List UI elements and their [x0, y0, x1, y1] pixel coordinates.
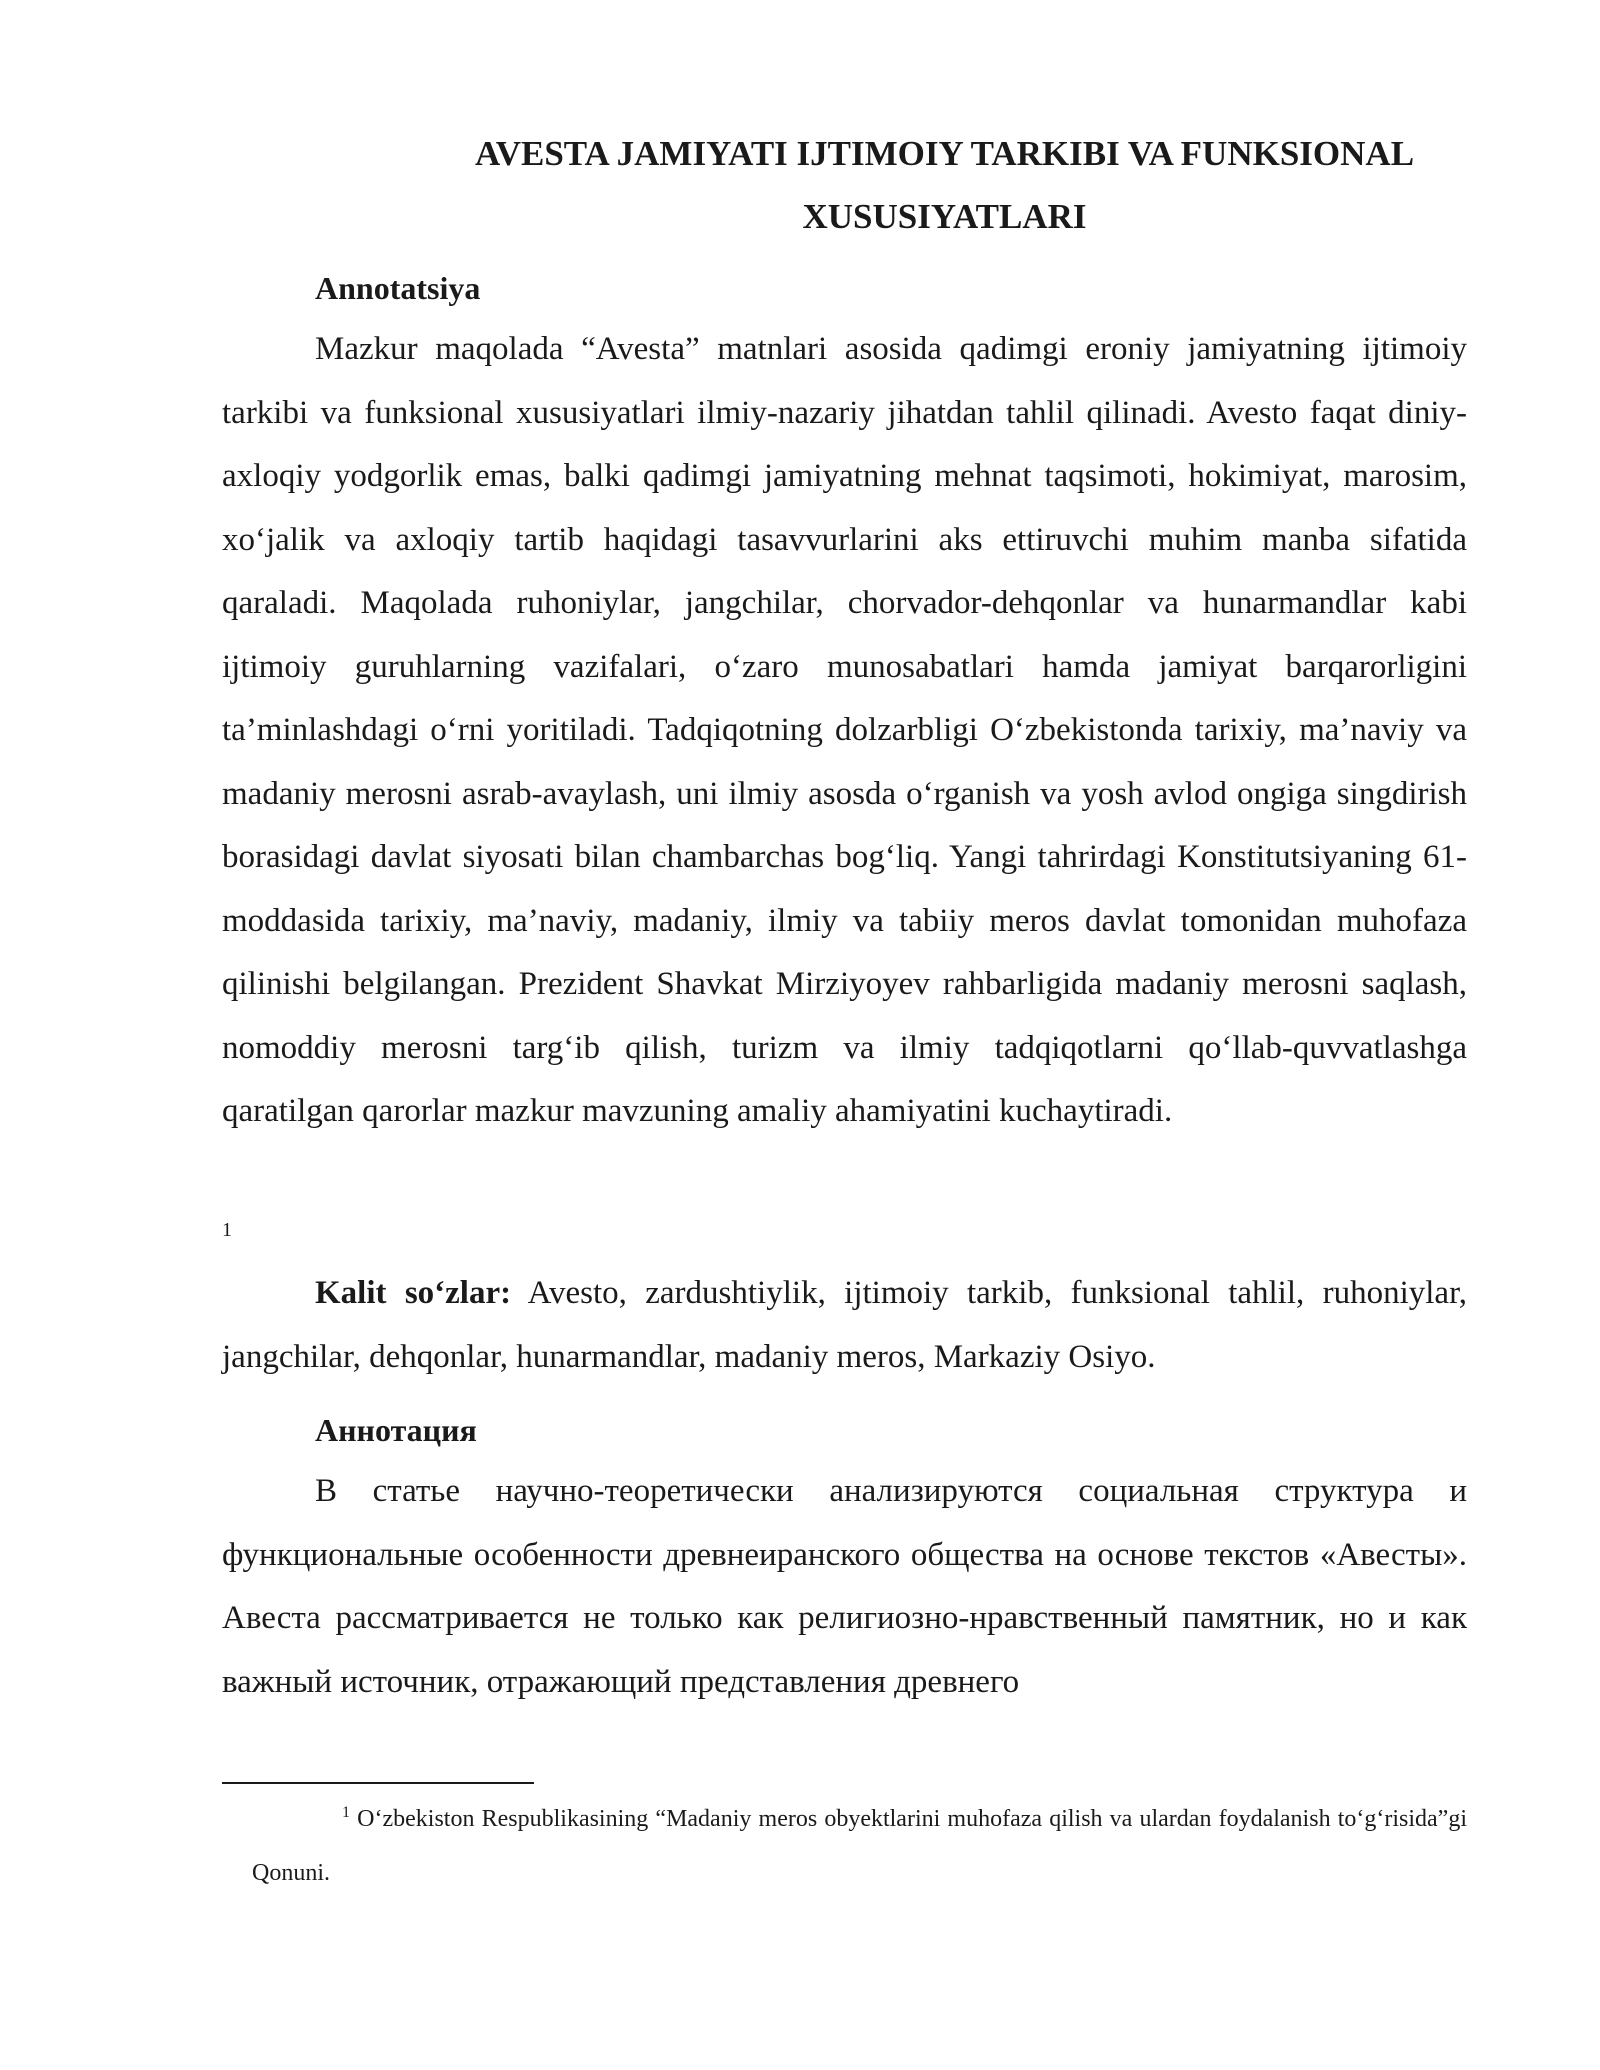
article-title: AVESTA JAMIYATI IJTIMOIY TARKIBI VA FUNKSIONAL XUSUSIYATLARI [474, 134, 1415, 236]
keywords-label: Kalit so‘zlar: [315, 1275, 512, 1311]
annotation-uz-text: Mazkur maqolada “Avesta” matnlari asosida qadimgi eroniy jamiyatning ijtimoiy tarkibi va funksional xususiyatlari ilmiy-nazariy jihatdan tahlil qilinadi. Avesto faqat diniy-axloqiy yodgorlik emas, balki qadimgi jamiyatning mehnat taqsimoti, hokimiyat, marosim, xo‘jalik va axloqiy tartib haqidagi tasavvurlarini aks ettiruvchi muhim manba sifatida qaraladi. Maqolada ruhoniylar, jangchilar, chorvador-dehqonlar va hunarmandlar kabi ijtimoiy guruhlarning vazifalari, o‘zaro munosabatlari hamda jamiyat barqarorligini ta’minlashdagi o‘rni yoritiladi. Tadqiqotning dolzarbligi O‘zbekistonda tarixiy, ma’naviy va madaniy merosni asrab-avaylash, uni ilmiy asosda o‘rganish va yosh avlod ongiga singdirish borasidagi davlat siyosati bilan chambarchas bog‘liq. Yangi tahrirdagi Konstitutsiyaning 61-moddasida tarixiy, ma’naviy, madaniy, ilmiy va tabiiy meros davlat tomonidan muhofaza qilinishi belgilangan. Prezident Shavkat Mirziyoyev rahbarligida madaniy merosni saqlash, nomoddiy merosni targ‘ib qilish, turizm va ilmiy tadqiqotlarni qo‘llab-quvvatlashga qaratilgan qarorlar mazkur mavzuning amaliy ahamiyatini kuchaytiradi. [222, 331, 1467, 1129]
keywords-paragraph [222, 1262, 1467, 1389]
annotation-ru-text: В статье научно-теоретически анализируются социальная структура и функциональные особенности древнеиранского общества на основе текстов «Авесты». Авеста рассматривается не только как религиозно-нравственный памятник, но и как важный источник, отражающий представления древнего [222, 1473, 1467, 1700]
keywords-text: Avesto, zardushtiylik, ijtimoiy tarkib, funksional tahlil, ruhoniylar, jangchilar, dehqonlar, hunarmandlar, madaniy meros, Markaziy Osiyo. [222, 1275, 1467, 1375]
footnote-number: 1 [342, 1804, 350, 1821]
footnote-separator [222, 1782, 534, 1784]
footnote-text: O‘zbekiston Respublikasining “Madaniy meros obyektlarini muhofaza qilish va ulardan foydalanish to‘g‘risida”gi Qonuni. [252, 1806, 1468, 1886]
annotation-ru-heading: Аннотация [315, 1412, 477, 1448]
footnote [252, 1792, 1467, 1900]
footnote-reference: 1 [222, 1219, 232, 1241]
annotation-uz-heading: Annotatsiya [315, 270, 481, 306]
